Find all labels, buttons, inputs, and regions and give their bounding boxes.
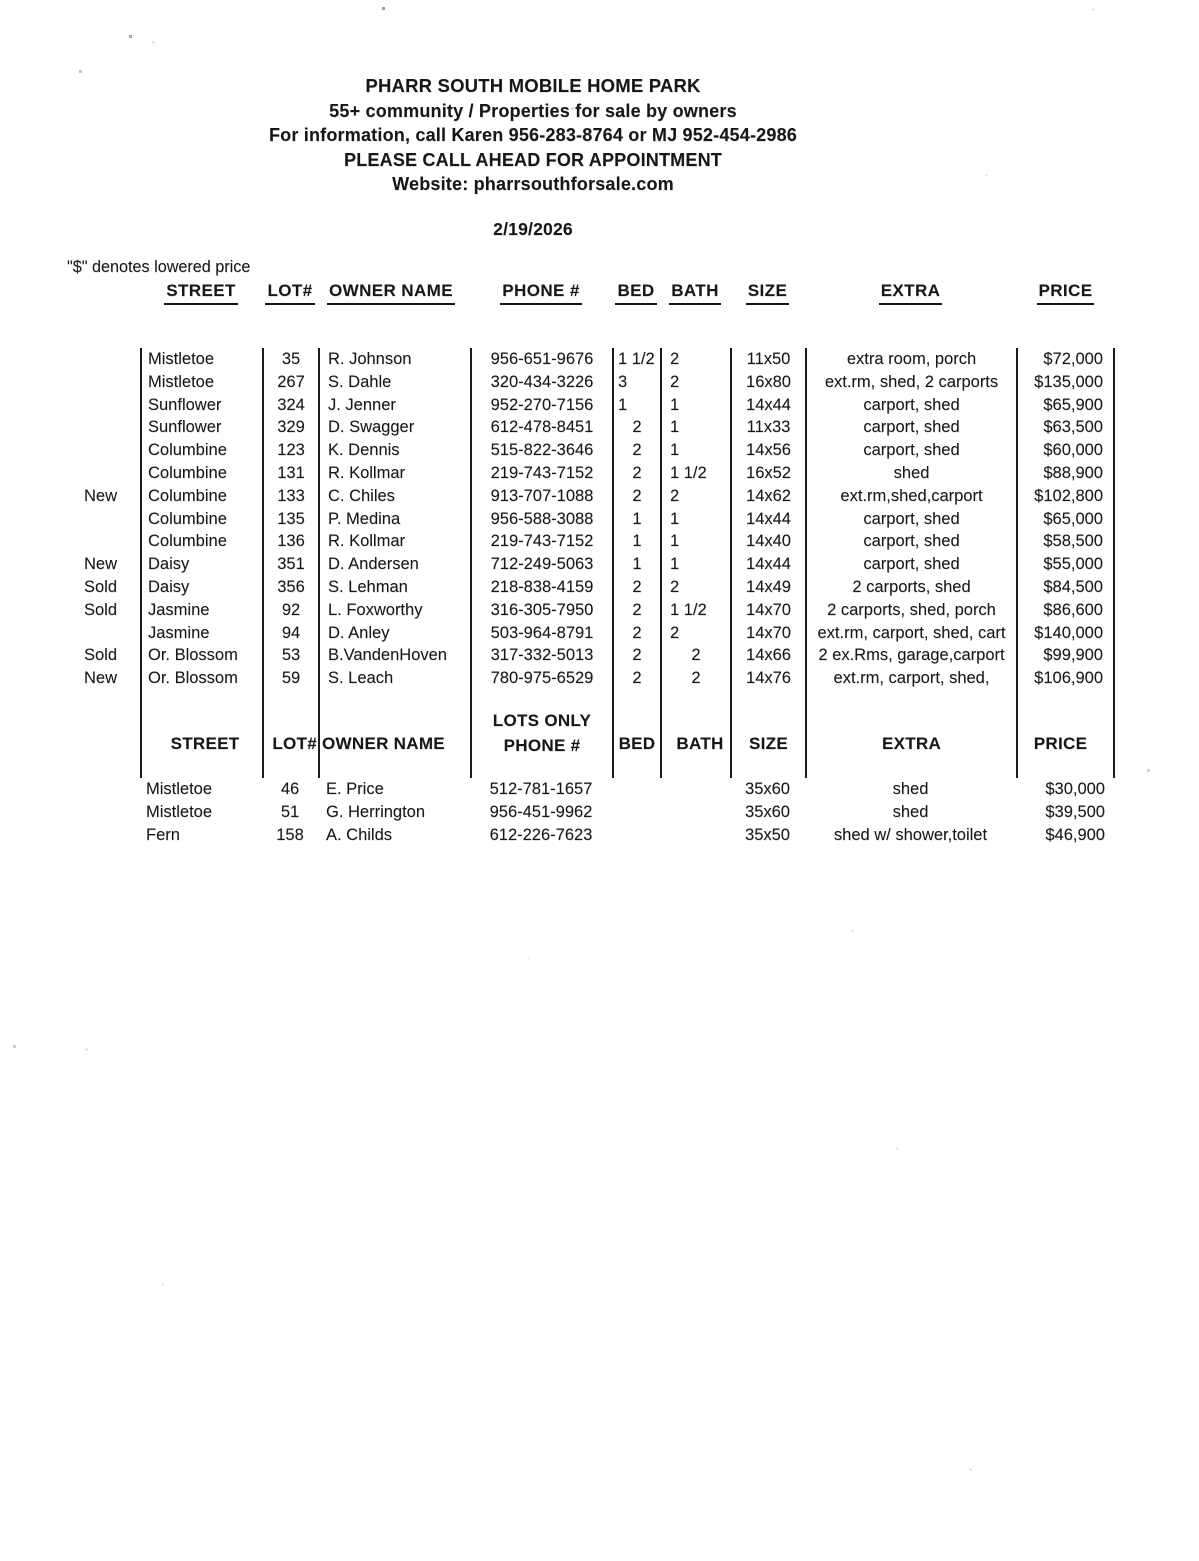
status-label — [68, 439, 140, 462]
cell-price: $135,000 — [1016, 371, 1115, 394]
cell-street: Jasmine — [140, 622, 262, 645]
cell-bed: 1 — [612, 394, 660, 417]
cell-bath: 1 — [660, 394, 730, 417]
cell-bed: 2 — [612, 416, 660, 439]
cell-bath: 2 — [660, 348, 730, 371]
cell-street: Daisy — [140, 553, 262, 576]
status-label — [68, 530, 140, 553]
table-row — [68, 462, 1115, 485]
cell-price: $106,900 — [1016, 667, 1115, 690]
status-label — [68, 462, 140, 485]
cell-lot: 136 — [262, 530, 318, 553]
status-label: New — [84, 669, 118, 688]
cell-owner: D. Anley — [318, 622, 470, 645]
cell-bath: 2 — [660, 576, 730, 599]
lots-only-label: LOTS ONLY — [492, 710, 592, 730]
header-owner: OWNER NAME — [318, 280, 470, 348]
cell-street: Mistletoe — [140, 348, 262, 371]
table-row — [68, 508, 1115, 531]
lots-rows — [68, 778, 1115, 847]
cell-bed: 2 — [612, 462, 660, 485]
cell-extra: extra room, porch — [805, 348, 1016, 371]
status-label — [68, 824, 140, 847]
cell-bath — [660, 824, 730, 847]
cell-extra: ext.rm,shed,carport — [805, 485, 1016, 508]
cell-size: 14x66 — [730, 644, 805, 667]
cell-price: $84,500 — [1016, 576, 1115, 599]
cell-bath: 2 — [660, 667, 730, 690]
cell-phone: 218-838-4159 — [470, 576, 612, 599]
cell-lot: 46 — [280, 779, 300, 798]
cell-bed: 1 1/2 — [612, 348, 660, 371]
cell-street: Columbine — [140, 439, 262, 462]
cell-bed: 3 — [612, 371, 660, 394]
cell-phone: 317-332-5013 — [470, 644, 612, 667]
cell-bath: 1 — [660, 530, 730, 553]
header-street: STREET — [140, 280, 262, 348]
cell-bed — [612, 778, 660, 801]
cell-lot: 324 — [262, 394, 318, 417]
cell-price: $72,000 — [1016, 348, 1115, 371]
cell-price: $58,500 — [1016, 530, 1115, 553]
community-subtitle: 55+ community / Properties for sale by owners — [329, 100, 737, 121]
cell-bed: 1 — [612, 530, 660, 553]
status-label — [68, 801, 140, 824]
cell-bath: 1 1/2 — [660, 462, 730, 485]
cell-street: Columbine — [140, 485, 262, 508]
homes-header-row — [68, 280, 1115, 348]
cell-price: $39,500 — [1045, 802, 1105, 821]
cell-extra: shed — [892, 802, 929, 821]
lots-header-extra: EXTRA — [805, 710, 1016, 778]
cell-bath — [660, 778, 730, 801]
cell-lot: 135 — [262, 508, 318, 531]
cell-owner: R. Johnson — [318, 348, 470, 371]
status-label — [68, 778, 140, 801]
cell-phone: 320-434-3226 — [470, 371, 612, 394]
header-bed: BED — [612, 280, 660, 348]
cell-phone: 515-822-3646 — [470, 439, 612, 462]
gap-cell — [262, 690, 318, 710]
cell-owner: S. Leach — [318, 667, 470, 690]
status-label — [68, 371, 140, 394]
cell-owner: P. Medina — [318, 508, 470, 531]
cell-extra: shed — [805, 462, 1016, 485]
cell-price: $102,800 — [1016, 485, 1115, 508]
table-row — [68, 416, 1115, 439]
cell-price: $63,500 — [1016, 416, 1115, 439]
status-label: New — [84, 555, 118, 574]
cell-size: 16x52 — [730, 462, 805, 485]
cell-bed: 2 — [612, 667, 660, 690]
table-row — [68, 371, 1115, 394]
cell-street: Columbine — [140, 530, 262, 553]
document-header — [0, 74, 1066, 242]
cell-extra: carport, shed — [805, 394, 1016, 417]
cell-extra: ext.rm, carport, shed, cart — [805, 622, 1016, 645]
cell-bath: 2 — [660, 644, 730, 667]
cell-phone: 612-478-8451 — [470, 416, 612, 439]
cell-street: Columbine — [140, 462, 262, 485]
cell-lot: 94 — [262, 622, 318, 645]
cell-owner: K. Dennis — [318, 439, 470, 462]
table-row — [68, 439, 1115, 462]
cell-bed — [612, 801, 660, 824]
status-label — [68, 394, 140, 417]
status-label: Sold — [84, 600, 118, 619]
cell-owner: D. Andersen — [318, 553, 470, 576]
header-size: SIZE — [730, 280, 805, 348]
cell-phone: 512-781-1657 — [489, 779, 593, 798]
website-line: Website: pharrsouthforsale.com — [392, 174, 674, 195]
table-row — [68, 576, 1115, 599]
lots-header-phone — [470, 710, 612, 778]
cell-extra: shed — [892, 779, 929, 798]
listing-date: 2/19/2026 — [493, 218, 573, 239]
header-lot: LOT# — [262, 280, 318, 348]
gap-cell — [470, 690, 612, 710]
cell-lot: 133 — [262, 485, 318, 508]
cell-owner: S. Dahle — [318, 371, 470, 394]
status-label — [68, 508, 140, 531]
cell-size: 35x60 — [745, 779, 790, 798]
cell-owner: G. Herrington — [326, 802, 426, 821]
cell-bath: 1 — [660, 416, 730, 439]
cell-bath — [660, 801, 730, 824]
cell-price: $86,600 — [1016, 599, 1115, 622]
cell-price: $88,900 — [1016, 462, 1115, 485]
cell-size: 14x76 — [730, 667, 805, 690]
status-label — [68, 348, 140, 371]
cell-size: 14x44 — [730, 508, 805, 531]
listings-table — [68, 280, 1115, 847]
table-row — [68, 644, 1115, 667]
cell-lot: 123 — [262, 439, 318, 462]
cell-size: 14x70 — [730, 599, 805, 622]
cell-lot: 158 — [276, 825, 304, 844]
cell-price: $99,900 — [1016, 644, 1115, 667]
table-row — [68, 778, 1115, 801]
cell-owner: D. Swagger — [318, 416, 470, 439]
cell-size: 35x60 — [745, 802, 790, 821]
cell-owner: A. Childs — [326, 825, 393, 844]
cell-lot: 35 — [262, 348, 318, 371]
header-status-spacer — [68, 280, 140, 348]
table-row — [68, 348, 1115, 371]
cell-price: $65,000 — [1016, 508, 1115, 531]
cell-phone: 956-588-3088 — [470, 508, 612, 531]
gap-cell — [68, 690, 140, 710]
cell-bed: 2 — [612, 576, 660, 599]
cell-owner: E. Price — [326, 779, 384, 798]
cell-size: 14x56 — [730, 439, 805, 462]
cell-size: 16x80 — [730, 371, 805, 394]
cell-bed: 2 — [612, 439, 660, 462]
cell-phone: 612-226-7623 — [489, 825, 593, 844]
header-price: PRICE — [1016, 280, 1115, 348]
cell-size: 35x50 — [745, 825, 790, 844]
cell-phone: 712-249-5063 — [470, 553, 612, 576]
cell-size: 14x70 — [730, 622, 805, 645]
cell-phone: 503-964-8791 — [470, 622, 612, 645]
cell-street: Mistletoe — [146, 779, 213, 798]
cell-extra: ext.rm, shed, 2 carports — [805, 371, 1016, 394]
cell-price: $55,000 — [1016, 553, 1115, 576]
status-label: New — [84, 486, 118, 505]
cell-phone: 219-743-7152 — [470, 462, 612, 485]
cell-street: Jasmine — [140, 599, 262, 622]
cell-phone: 913-707-1088 — [470, 485, 612, 508]
cell-bed: 1 — [612, 508, 660, 531]
cell-size: 11x33 — [730, 416, 805, 439]
cell-bath: 1 — [660, 553, 730, 576]
cell-phone: 952-270-7156 — [470, 394, 612, 417]
lots-phone-label: PHONE # — [503, 735, 581, 755]
cell-street: Mistletoe — [146, 802, 213, 821]
cell-lot: 53 — [262, 644, 318, 667]
cell-lot: 131 — [262, 462, 318, 485]
cell-phone: 956-651-9676 — [470, 348, 612, 371]
cell-street: Or. Blossom — [140, 667, 262, 690]
cell-price: $60,000 — [1016, 439, 1115, 462]
appointment-line: PLEASE CALL AHEAD FOR APPOINTMENT — [344, 149, 722, 170]
cell-bed: 1 — [612, 553, 660, 576]
cell-street: Daisy — [140, 576, 262, 599]
status-label: Sold — [84, 646, 118, 665]
gap-cell — [140, 690, 262, 710]
table-gap-row — [68, 690, 1115, 710]
gap-cell — [730, 690, 805, 710]
homes-rows — [68, 348, 1115, 690]
cell-bed: 2 — [612, 485, 660, 508]
cell-lot: 267 — [262, 371, 318, 394]
gap-cell — [318, 690, 470, 710]
table-row — [68, 394, 1115, 417]
cell-owner: J. Jenner — [318, 394, 470, 417]
cell-bath: 1 1/2 — [660, 599, 730, 622]
cell-price: $65,900 — [1016, 394, 1115, 417]
cell-size: 14x44 — [730, 553, 805, 576]
cell-lot: 51 — [280, 802, 300, 821]
cell-street: Or. Blossom — [140, 644, 262, 667]
status-label: Sold — [84, 577, 118, 596]
cell-owner: R. Kollmar — [318, 530, 470, 553]
cell-street: Columbine — [140, 508, 262, 531]
header-extra: EXTRA — [805, 280, 1016, 348]
cell-street: Sunflower — [140, 416, 262, 439]
lots-header-row — [68, 710, 1115, 778]
table-row — [68, 530, 1115, 553]
cell-bath: 1 — [660, 508, 730, 531]
cell-street: Sunflower — [140, 394, 262, 417]
cell-bed: 2 — [612, 622, 660, 645]
cell-lot: 92 — [262, 599, 318, 622]
cell-bath: 2 — [660, 371, 730, 394]
cell-extra: carport, shed — [805, 416, 1016, 439]
scan-noise — [0, 0, 1, 1]
cell-price: $46,900 — [1045, 825, 1105, 844]
cell-size: 14x40 — [730, 530, 805, 553]
cell-extra: shed w/ shower,toilet — [833, 825, 988, 844]
cell-lot: 329 — [262, 416, 318, 439]
cell-owner: R. Kollmar — [318, 462, 470, 485]
cell-owner: S. Lehman — [318, 576, 470, 599]
header-phone: PHONE # — [470, 280, 612, 348]
cell-extra: carport, shed — [805, 439, 1016, 462]
cell-lot: 356 — [262, 576, 318, 599]
cell-bath: 2 — [660, 485, 730, 508]
table-row — [68, 824, 1115, 847]
cell-street: Fern — [146, 825, 180, 844]
cell-extra: 2 carports, shed — [805, 576, 1016, 599]
table-row — [68, 667, 1115, 690]
cell-size: 14x49 — [730, 576, 805, 599]
park-title: PHARR SOUTH MOBILE HOME PARK — [365, 75, 701, 96]
cell-owner: B.VandenHoven — [318, 644, 470, 667]
cell-owner: L. Foxworthy — [318, 599, 470, 622]
contact-line: For information, call Karen 956-283-8764 or MJ 952-454-2986 — [268, 125, 798, 146]
cell-extra: ext.rm, carport, shed, — [805, 667, 1016, 690]
lots-header-lot: LOT# — [262, 710, 318, 778]
gap-cell — [612, 690, 660, 710]
header-bath: BATH — [660, 280, 730, 348]
table-row — [68, 599, 1115, 622]
table-row — [68, 485, 1115, 508]
gap-cell — [660, 690, 730, 710]
cell-extra: carport, shed — [805, 553, 1016, 576]
cell-owner: C. Chiles — [318, 485, 470, 508]
lots-header-size: SIZE — [730, 710, 805, 778]
cell-lot: 351 — [262, 553, 318, 576]
cell-extra: 2 carports, shed, porch — [805, 599, 1016, 622]
cell-phone: 780-975-6529 — [470, 667, 612, 690]
lots-header-street: STREET — [140, 710, 262, 778]
table-row — [68, 801, 1115, 824]
cell-street: Mistletoe — [140, 371, 262, 394]
cell-phone: 219-743-7152 — [470, 530, 612, 553]
table-row — [68, 553, 1115, 576]
lots-header-bed: BED — [612, 710, 660, 778]
cell-extra: 2 ex.Rms, garage,carport — [805, 644, 1016, 667]
cell-phone: 316-305-7950 — [470, 599, 612, 622]
cell-phone: 956-451-9962 — [489, 802, 593, 821]
lots-header-owner: OWNER NAME — [318, 710, 470, 778]
lots-header-bath: BATH — [660, 710, 730, 778]
status-label — [68, 622, 140, 645]
lowered-price-note: "$" denotes lowered price — [67, 258, 251, 276]
cell-extra: carport, shed — [805, 508, 1016, 531]
cell-extra: carport, shed — [805, 530, 1016, 553]
cell-bed: 2 — [612, 599, 660, 622]
cell-bath: 2 — [660, 622, 730, 645]
cell-price: $30,000 — [1045, 779, 1105, 798]
cell-size: 11x50 — [730, 348, 805, 371]
lots-header-price: PRICE — [1016, 710, 1115, 778]
cell-bath: 1 — [660, 439, 730, 462]
cell-bed: 2 — [612, 644, 660, 667]
gap-cell — [805, 690, 1016, 710]
cell-lot: 59 — [262, 667, 318, 690]
table-row — [68, 622, 1115, 645]
cell-price: $140,000 — [1016, 622, 1115, 645]
cell-bed — [612, 824, 660, 847]
cell-size: 14x44 — [730, 394, 805, 417]
lots-header-status-spacer — [68, 710, 140, 778]
status-label — [68, 416, 140, 439]
cell-size: 14x62 — [730, 485, 805, 508]
gap-cell — [1016, 690, 1115, 710]
